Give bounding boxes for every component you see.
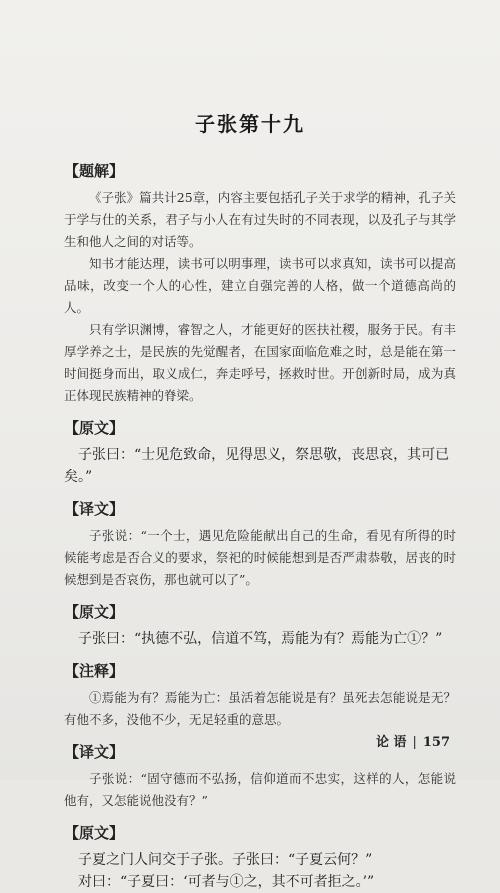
page-content bbox=[64, 150, 456, 893]
explain-heading: 【题解】 bbox=[64, 162, 125, 180]
explain-paragraph-2: 知书才能达理，读书可以明事理，读书可以求真知，读书可以提高品味，改变一个人的心性，建立自强完善的人格，做一个道德高尚的人。 bbox=[64, 256, 456, 315]
page-footer bbox=[376, 731, 450, 750]
original-text-3b: 对曰：“子夏曰：‘可者与①之，其不可者拒之。’” bbox=[78, 874, 375, 890]
book-name: 论 语 bbox=[375, 735, 407, 750]
note-1: ①焉能为有？焉能为亡：虽活着怎能说是有？虽死去怎能说是无？有他不多，没他不少，无足轻重的意思。 bbox=[64, 690, 456, 727]
explain-paragraph-1: 《子张》篇共计25章，内容主要包括孔子关于求学的精神，孔子关于学与仕的关系，君子与小人在有过失时的不同表现，以及孔子与其学生和他人之间的对话等。 bbox=[64, 190, 456, 249]
translation-heading-1: 【译文】 bbox=[64, 500, 125, 518]
translation-text-1: 子张说：“一个士，遇见危险能献出自己的生命，看见有所得的时候能考虑是否合义的要求，祭祀的时候能想到是否严肃恭敬，居丧的时候想到是否哀伤，那也就可以了”。 bbox=[64, 528, 456, 587]
original-text-3a: 子夏之门人问交于子张。子张曰：“子夏云何？” bbox=[78, 852, 373, 868]
original-text-2: 子张曰：“执德不弘，信道不笃，焉能为有？焉能为亡①？” bbox=[78, 631, 443, 647]
page-number: 157 bbox=[422, 735, 450, 750]
translation-heading-2: 【译文】 bbox=[64, 743, 125, 761]
chapter-title: 子张第十九 bbox=[195, 112, 305, 136]
original-heading-1: 【原文】 bbox=[64, 419, 125, 437]
translation-text-2: 子张说：“固守德而不弘扬，信仰道而不忠实，这样的人，怎能说他有，又怎能说他没有？” bbox=[64, 771, 456, 808]
original-heading-3: 【原文】 bbox=[64, 824, 125, 842]
notes-heading: 【注释】 bbox=[64, 662, 125, 680]
original-text-1: 子张曰：“士见危致命，见得思义，祭思敬，丧思哀，其可已矣。” bbox=[64, 447, 450, 485]
explain-paragraph-3: 只有学识渊博，睿智之人，才能更好的医扶社稷，服务于民。有丰厚学养之士，是民族的先觉醒者，在国家面临危难之时，总是能在第一时间挺身而出，取义成仁，奔走呼号，拯救时世。开创新时局，成为真正体现民族精神的脊梁。 bbox=[64, 322, 456, 403]
original-heading-2: 【原文】 bbox=[64, 603, 125, 621]
footer-separator: | bbox=[412, 735, 417, 750]
